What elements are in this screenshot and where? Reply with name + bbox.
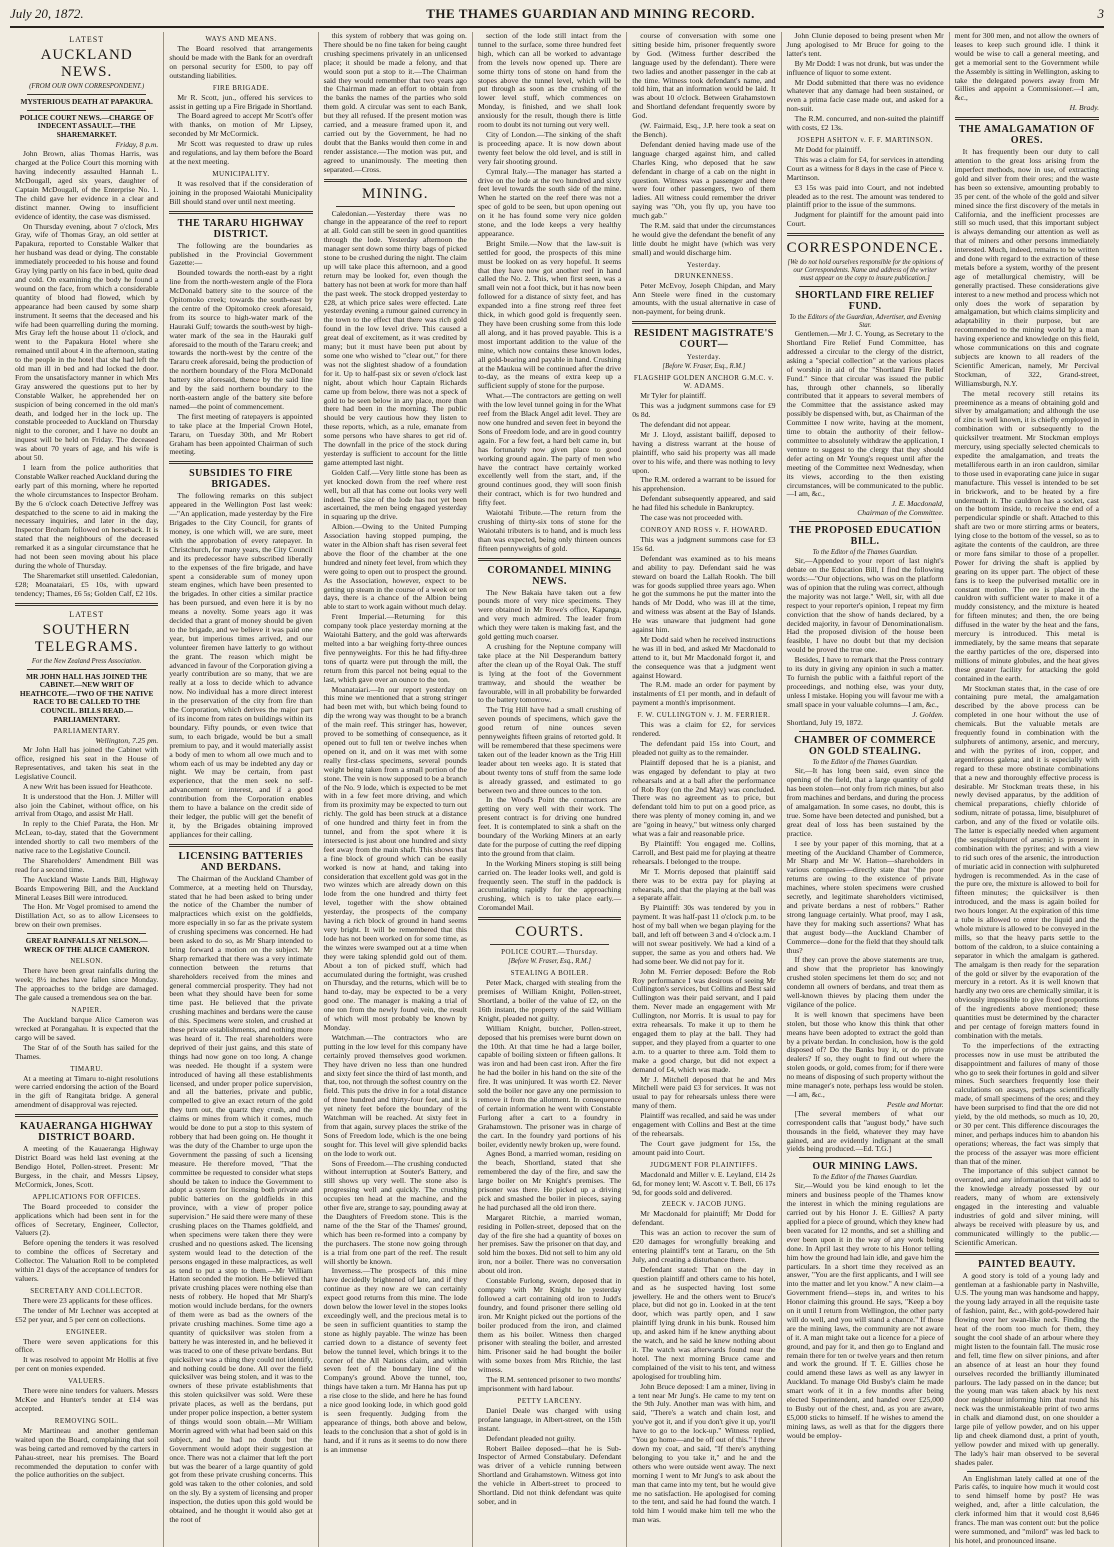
paragraph: Mr Tyler for plaintiff. xyxy=(640,391,707,401)
paragraph: The R.M. made an order for payment by instalments of £1 per month, and in default of payment a month's imprisonment. xyxy=(632,680,776,708)
deck-nelson-rainfall: GREAT RAINFALLS AT NELSON.—WRECK OF THE ALICE CAMERON. xyxy=(23,936,150,954)
deck-mysterious-death: MYSTERIOUS DEATH AT PAPAKURA. xyxy=(20,97,153,106)
letter-address: To the Editors of the Guardian, Advertiser, and Evening Star. xyxy=(789,314,941,330)
paragraph: Mr Dodd said when he received instructions he was ill in bed, and asked Mr Macdonald to attend to it, but Mr Macdonald forgot it, and the consequence was that a judgment went against Howard. xyxy=(632,634,776,680)
paragraph: Mr John Hall has joined the Cabinet with office, resigned his seat in the House of Representatives, and taken his seat in the Legislative Council. xyxy=(15,745,159,781)
divider xyxy=(478,558,621,561)
subhead-police-court: POLICE COURT.—Thursday. xyxy=(501,948,599,957)
paragraph: this system of robbery that was going on. There should be no fine taken for being caught crushing specimens privately in an unlicensed place; it should be made a felony, and that would soon put a stop to it.—The Chairman said they would remember that two years ago the Chairman made an effort to obtain from the banks the names of the parties who sold them gold. A circular was sent to each Bank, but they all refused. If the present motion was carried, and a measure framed upon it, and carried out by the Government, he had no doubt that the Banks would then come in and render assistance.—The motion was put, and agreed to unanimously. The meeting then separated.—Cross. xyxy=(323,31,467,174)
paragraph: ment for 300 men, and not allow the owners of leases to keep such ground idle. I think it would be wise to call a general meeting, and get a memorial sent to the Government while the Assembly is sitting in Wellington, asking to take the delegated powers away from Mr Gillies and appoint a Commissioner.—I am, &c., xyxy=(954,31,1099,103)
paragraph: Mr Dodd submitted that there was no evidence whatever that any damage had been sustained, or even a prima facie case made out, and asked for a non-suit. xyxy=(786,77,944,114)
paragraph: By Plaintiff: 30s was tendered by you in payment. It was half-past 11 o'clock p.m. to be host of my ball when we began playing for the ball, and left off between 3 and 4 o'clock a.m. I will not swear positively. We had a kind of a supper, the same as you and others had. We had some beer. We did not pay for it. xyxy=(632,903,776,966)
paragraph: The Chairman of the Auckland Chamber of Commerce, at a meeting held on Thursday, stated that he had been asked to bring under the notice of the Chamber the number of malpractices which exist on the goldfields, more especially in so far as the private system of crushing specimens was concerned. He had been asked to do so, as Mr Sharp intended to bring forward a motion on the subject. Mr Sharp remarked that there was a very intimate connection between the returns that shareholders received from the mines and general commercial prosperity. They had not been what they should have been for some time past. He believed that the private crushing machines and berdans were the cause of this. Specimens were stolen, and crushed at these private establishments, and nothing more was heard of it. The real shareholders were deprived of their just gains, and this state of things had now gone on too long. A change was needed. He thought if a system were introduced of having all these establishments licensed, and under proper police supervision, and all the batteries, private and public, compelled to give an exact return of the gold they turn out, the quartz they crush, and the claims or mines from which it comes, much would be done to put a stop to this system of robbery that had been going on. He thought it was the duty of the Chamber to urge upon the Government the passing of such a licensing measure. He therefore moved, "That the committee be requested to consider what steps should be taken to induce the Government to adopt a system for licensing both private and public batteries on the goldfields in this province, with a view of proper police supervision." He said there were many of these crushing places on the Thames goldfield, and when specimens were taken there they were crushed and no questions asked. The licensing system would lead to the detection of the persons engaged in these malpractices, as well as tend to put a stop to them.—Mr William Hatton seconded the motion. He believed that private crushing places were nothing else than nests of robbery. He hoped that Mr Sharp's motion would include berdans, for the owners of them were as bad as the owners of the private crushing machines. Some time ago a quantity of quicksilver was stolen from a battery he was interested in, and he believed it was traced to one of these private berdans. But quicksilver was a thing they could not identify, and nothing could be done. All over the field quicksilver was being stolen, and it was to the owners of these private establishments that this stolen quicksilver was sold. Were these private places, as well as the berdans, put under proper police inspection, a better system of things would soon obtain.—Mr William Morrin agreed with what had been said on this subject, and he had no doubt but the Government would adopt their suggestion at once. There was not a claimer that left the port but was the bearer of a large quantity of gold got from these private crushing concerns. This gold was taken to the other colonies, and sold on the sly. By a system of licensing and proper inspection, the duties upon this gold would be obtained, and he thought it would also get at the root of xyxy=(169,873,313,1524)
painted-beauty-heading: PAINTED BEAUTY. xyxy=(978,1258,1076,1270)
tararu-heading: THE TARARU HIGHWAY DISTRICT. xyxy=(177,217,305,240)
paragraph: It is understood that the Hon. J. Miller will also join the Cabinet, without office, on his arrival from Otago, and assist Mr Hall. xyxy=(15,791,159,819)
paragraph: John Brown, alias Thomas Harris, was charged at the Police Court this morning with having indecently assaulted Hannah L. McDougall, aged six years, daughter of Captain McDougall, of the Enterprise No. 1. The child gave her evidence in a clear and distinct manner. Owing to insufficient evidence of identity, the case was dismissed. xyxy=(15,149,159,221)
paragraph: A good story is told of a young lady and gentleman at a fashionable party in Nashville, U.S. The young man was handsome and happy, the young lady arrayed in all the requisite taste of fashion, paint, &c., with gold-powdered hair flowing over her swan-like neck. Finding the heat of the room too much for them, they sought the cool shade of an arbour where they might listen to the fountain fall. The music rose and fell, time flew on silver pinions, and after an absence of at least an hour they found ourselves recorded the brilliantly illuminated parlours. The lady passed on in the dance; but the young man was taken aback by his next door neighbour informing him that round his neck was the unmistakeable print of two arms in chalk and diamond dust, on one shoulder a large pile of yellow powder, and on his upper lip and cheek diamond dust, a print of youth, yellow powder and mixed with up generally. The lady's hair man observed to be several shades paler. xyxy=(954,1270,1099,1467)
kauaeranga-heading: KAUAERANGA HIGHWAY DISTRICT BOARD. xyxy=(19,1121,154,1144)
deck-john-hall: MR JOHN HALL HAS JOINED THE CABINET.—NEW WRIT OF HEATHCOTE.—TWO OF THE NATIVE RACE TO BE CALLED TO THE COUNCIL. BILLS READ.—PARLIAMENTARY. xyxy=(19,671,154,724)
paragraph: The Auckland Waste Lands Bill, Highway Boards Empowering Bill, and the Auckland Mineral Leases Bill were introduced. xyxy=(15,874,159,902)
paragraph: There have been great rainfalls during the week; 8½ inches have fallen since Monday. The approaches to the bridge are damaged. The gale caused a tremendous sea on the bar. xyxy=(15,966,159,1003)
paragraph: Sons of Freedom.—The crushing conducted without interruption at Souter's Battery, and still shows up very well. The stone also is progressing well and quickly. The crushing occupies ten head at the machine, and the other five are, strange to say, pounding away at the Daughters of Freedom stone. This is the name of the the Star of the Thames' ground, which has been re-formed into a company by the purchasers. The stone now going through is a trial from one part of the reef. The result will shortly be known. xyxy=(323,1158,467,1266)
divider xyxy=(15,603,158,606)
paragraph: In the Working Miners stoping is still being carried on. The leader looks well, and gold is frequently seen. The stuff in the paddock is accumulating rapidly for the approaching crushing, which is to take place early.—Coromandel Mail. xyxy=(477,858,622,913)
paragraph: Macdonald and Miller v. E. Leyland, £14 2s 6d, for money lent; W. Ascott v. T. Bell, £6 17s 9d, for goods sold and delivered. xyxy=(632,1169,776,1197)
paragraph: If they can prove the above statements are true, and show that the proprietor has knowingly crushed stolen specimens let them do so; and not condemn all owners of berdans, and treat them as well-known thieves by placing them under the vigilance of the police. xyxy=(786,955,944,1009)
paragraph: Mr Dodd for plaintiff. xyxy=(794,144,862,154)
source-line: (FROM OUR OWN CORRESPONDENT.) xyxy=(29,83,145,90)
divider xyxy=(632,321,775,324)
divider xyxy=(955,117,1099,120)
subhead-petty-larceny: PETTY LARCENY. xyxy=(517,1396,582,1405)
divider xyxy=(169,461,312,464)
case-title: JOSEPH ASHTON v. F. F. MARTINSON. xyxy=(797,135,934,144)
subhead-napier: NAPIER. xyxy=(71,1006,102,1014)
paragraph: The first meeting of ratepayers is appointed to take place at the Imperial Crown Hotel, Tararu, on Tuesday 30th, and Mr Robert Graham has been appointed Chairman of such meeting. xyxy=(169,411,313,457)
paragraph: Before opening the tenders it was resolved to combine the offices of Secretary and Collector. The Valuation Roll to be completed within 21 days of the acceptance of tenders for valuers. xyxy=(15,1238,159,1283)
divider xyxy=(27,94,146,95)
paragraph: [The several members of what our correspondent calls that "august body," have such thousands in the field, whatever they may have gained, and are evidently indignant at the small yields being produced.—Ed. T.G.] xyxy=(786,1108,944,1154)
paragraph: An Englishman lately called at one of the Paris cafés, to inquire how much it would cost to send himself home by post? He was weighed, and, after a little calculation, the clerk informed him that it would cost 8,646 francs. The man was content out: but the police were summoned, and "milord" was led back to his hotel, and pronounced insane. xyxy=(954,1473,1099,1545)
paragraph: Peter Mack, charged with stealing from the premises of William Knight, Pollen-street, Shortland, a boiler of the value of £2, on the 16th instant, the property of the said William Knight, pleaded not guilty. xyxy=(477,978,622,1023)
paragraph: Robert Bailee deposed—that he is Sub-Inspector of Armed Constabulary. Defendant was driver of a vehicle running between Shortland and Grahamstown. Witness got into the vehicle in Albert-street to proceed to Shortland. Did not think defendant was quite sober, and in xyxy=(477,1443,622,1506)
paragraph: Golden Calf.—Very little stone has been as yet knocked down from the reef where rest well, but all that has come out looks very well indeed. The size of the lode has not yet been ascertained, the men being engaged yesterday in squaring up the drive. xyxy=(323,467,467,522)
paragraph: Sir,—Would you be kind enough to let the miners and business people of the Thames know the interest in which the mining regulations are carried out by his Honor J. E. Gillies? A party applied for a piece of ground, which they knew had been vacated for 12 months, and set a shilling and ever been upon it in the way of any work being done. In April last they wrote to his Honor telling him how the ground had lain idle, and gave him the particulars. In a short time they received as an answer, "You are the first applicants, and I will see into the matter and let you know." A new claim—a Government friend—steps in, and writes to his Honor claiming this ground. He says, "Keep a boy on it until I return from Wellington, the other party will do well, and you will stand a chance." If those are the mining laws, the community are not aware of it. A man might take out a licence for a piece of ground, and pay for it, and then go to England and remain there for ten or twelve years and then return and work the ground. If T. E. Gillies chose he could amend these laws as well as any lawyer in Auckland. To manage Old Busby's claim he made smart work of it in a few months after being elected Superintendent, and handed over £25,000 to Busby out of the chest, and, as you are aware, £5,000 sticks to himself. If he wishes to amend the mining laws, as well as that for the diggers there would be employ- xyxy=(786,1181,944,1440)
paragraph: Mr J. Mitchell deposed that he and Mrs Mitchell were paid £3 for services. It was not usual to pay for rehearsals unless there were many of them. xyxy=(632,1074,776,1111)
paragraph: Mr T. Morris deposed that plaintiff said there was to be extra pay for playing at rehearsals, and that the playing at the ball was a separate affair. xyxy=(632,866,776,903)
coromandel-heading: COROMANDEL MINING NEWS. xyxy=(487,564,612,587)
subhead-fire-brigade: FIRE BRIGADE. xyxy=(212,83,270,92)
paragraph: Inverness.—The prospects of this mine have decidedly brightened of late, and if they continue as they now are we can certainly expect good returns from this mine. The lode down below the lower level in the stopes looks exceedingly well, and the precious metal is to be seen in sufficient quantities to stamp the stone as highly payable. The winze has been carried down to a distance of seventy feet below the tunnel level, which brings it to the corner of the All Nations claim, and within seven feet of the boundary line of the Company's ground. Above the tunnel, too, things have taken a turn. Mr Hanna has put up a rise close to the slide, and here he has found a nice good looking lode, in which good gold is seen frequently. Judging from the appearance of things, both above and below, leads to the conclusion that a shot of gold is in hand, and if it runs as it seems to do now there is an immense xyxy=(323,1266,467,1454)
paragraph: I learn from the police authorities that Constable Walker reached Auckland during the early part of this morning, where he reported the whole circumstances to Inspector Broham. By the 6 o'clock coach Detective Jeffrey was despatched to the scene to aid in making the necessary inquiries, and later in the day, Inspector Broham followed on horseback. It is stated that the neighbours of the deceased remarked it as a singular circumstance that he had not been seen moving about his place during the whole of Thursday. xyxy=(15,463,159,570)
paragraph: The New Bakaia have taken out a few pounds more of very nice specimens. They were obtained in Mr Rowe's office, Kapanga, and very much admired. The leader from which they were taken is making fast, and the gold getting much coarser. xyxy=(477,587,622,642)
divider xyxy=(490,944,609,945)
paragraph: It has frequently been our duty to call attention to the great loss arising from the imperfect methods, now in use, of extracting gold and silver from their ores; and the waste has been so extensive, amounting probably to 35 per cent. of the whole of the gold and silver mined since the first discovery of the metals in California, and the inefficient processes are still so much used, that this important subject is always demanding our attention as well as that of miners and other persons immediately interested. Much, indeed, remains to be written and done with regard to the extraction of these metals before a system, worthy of the present age of metallurgical chemistry, will be generally practised. These considerations give interest to a new method and process which not only does the work of separation by amalgamation, but which claims simplicity and adaptability in their purpose, but are recommended to the mining world by a man having experience and knowledge on this field, whose communications on this and cognate subjects are known to all readers of the Scientific American, namely, Mr Percival Stockman, of 322, Grand-street, Williamsburgh, N.Y. xyxy=(954,147,1099,388)
paragraph: Margaret Ritchie, a married woman, residing in Pollen-street, deposed that on the day of the fire she had a quantity of boxes on her premises. Saw the prisoner on that day, and sold him the boxes. Did not sell to him any old iron, nor a boiler. There was no conversation about old iron. xyxy=(477,1212,622,1276)
case-title: CONROY AND ROSS v. F. HOWARD. xyxy=(640,525,768,534)
letter-address: To the Editor of the Thames Guardian. xyxy=(812,759,918,767)
paragraph: Plaintiff was recalled, and said he was under engagement with Collins and Best at the time of the rehearsals. xyxy=(632,1111,776,1138)
paragraph: Sir,—Appended to your report of last night's debate on the Education Bill, I find the following words:—"Our objections, who was on the platform was of opinion that the ruling was correct, although the majority was not large." Well, sir, with all due respect to your reporter's opinion, I repeat my firm conviction that the show of hands declared, by a decided majority, in favour of Denominationalism. Had the proposed division of the house been feasible, I have no doubt but that my decision would be proved the true one. xyxy=(786,556,944,655)
divider xyxy=(169,844,312,847)
signature: J. Golden. xyxy=(912,709,944,719)
subhead-nelson: NELSON. xyxy=(70,957,104,966)
chamber-commerce-heading: CHAMBER OF COMMERCE ON GOLD STEALING. xyxy=(794,735,937,758)
newspaper-title: THE THAMES GUARDIAN AND MINING RECORD. xyxy=(426,6,755,21)
paragraph: Cymral Italy.—The manager has started a drive on the lode at the two hundred and sixty feet level towards the south side of the mine. When he started on the reef there was not a spec of gold to be seen, but upon opening out on it he has found some very nice golden stone, and the lode keeps a very healthy appearance. xyxy=(477,166,622,238)
paragraph: The following remarks on this subject appeared in the Wellington Post last week:—"An application, made yesterday by the Fire Brigades to the City Council, for grants of money, is one which will, we are sure, meet with the approbation of every ratepayer. In Christchurch, for many years, the City Council and its predecessor have subscribed liberally to the expenses of the fire brigade, and have spent a considerable sum of money upon steam engines, which have been presented to the brigades. In other cities a similar practice has been pursued, and even here it is by no means a novelty. Some years ago it was decided that a grant of money should be given to the brigade, and we believe it was paid one year, but imperious times arrived, and our volunteer firemen have latterly to go without the grant. The reason which might be advanced in favour of the Corporation giving a yearly contribution are so many, that we are really at a loss to decide which to advance now. No individual has a more direct interest in the preservation of the city from fire than the Corporation, which derives the major part of its income from rates on buildings within its boundary. Fifty pounds, or even twice that sum, to each brigade, would be but a small premium to pay, and it would materially assist a body of men to whom all owe much and to whom each of us may be indebted any day or night. We may be certain, from past experience, that the men seek no self-advancement or interest, and if a good contribution from the Corporation enables them to have a balance on the credit side of their ledger, the public will get the benefit of it, by the Brigades obtaining improved appliances for their calling. xyxy=(169,491,313,839)
paragraph: This was an action to recover the sum of £20 damages for wrongfully breaking and entering plaintiff's tent at Tararu, on the 5th July, and creating a disturbance there. xyxy=(632,1228,776,1264)
paragraph: The Court gave judgment for 15s, the amount paid into Court. xyxy=(632,1138,776,1157)
editor-note: [We do not hold ourselves responsible for the opinions of our Correspondents. Name and address of the writer must appear on the copy to insure publication.] xyxy=(787,259,943,283)
divider xyxy=(15,1114,158,1117)
divider xyxy=(478,917,621,920)
divider xyxy=(967,1471,1087,1472)
subhead-drunkenness: DRUNKENNESS. xyxy=(674,271,734,280)
paragraph: The Shareholders' Amendment Bill was read for a second time. xyxy=(15,855,159,874)
paragraph: On Thursday evening, about 7 o'clock, Mrs Gray, wife of Thomas Gray, an old settler at Papakura, reported to Constable Walker that her husband was dead or dying. The constable immediately proceeded to his house and found Gray lying partly on his face in bed, quite dead and cold. On examining the body he found a wound on the face, from which a considerable quantity of blood had flowed, which by appearance had been caused by some sharp instrument. It seems that the deceased and his wife had been quarrelling during the morning. Mrs Gray left the house about 11 o'clock, and went to the Papakura Hotel where she remained until about 4 in the afternoon, stating to the people in the hotel that she had left the old man ill in bed and had locked the door. From the unsatisfactory manner in which Mrs Gray answered the questions put to her by Constable Walker, he apprehended her on suspicion of being concerned in the old man's death, and lodged her in the lock up. The constable proceeded to Auckland on Thursday night to the coroner, and I have no doubt an inquest will be held on Friday. The deceased was about 70 years of age, and his wife is about 50. xyxy=(15,221,159,463)
case-title: ZEECK v. JACOB JUNG. xyxy=(661,1200,747,1209)
column-4 xyxy=(473,32,627,1547)
masthead-rule xyxy=(10,26,1104,28)
paragraph: The Sharemarket still unsettled. Caledonian, £28; Moanataiari, £5 10s, with upward tendency; Thames, £6 5s; Golden Calf, £2 10s. xyxy=(15,570,159,598)
paragraph: There were nine tenders for valuers. Messrs McKee and Hunter's tender at £14 was accepted. xyxy=(15,1386,159,1413)
paragraph: Mr Martineau and another gentleman waited upon the Board, complaining that soil was being carted and removed by the carters in Pahau-street, near his premises. The Board recommended the deputation to confer with the police authorities on the subject. xyxy=(15,1425,159,1480)
paragraph: Mr J. Lloyd, assistant bailiff, deposed to having a distress warrant at the house of plaintiff, who said his property was all made over to his wife, and there was nothing to levy upon. xyxy=(632,429,776,475)
paragraph: It is well known that specimens have been stolen, but those who know this think that other means have been adopted to extract the gold than by a private berdan. In conclusion, how is the gold disposed of? Do the Banks buy it, or do private dealers? If so, they ought to find out where the stolen goods, or gold, comes from; for if there were no means of disposing of such property without the mine manager's note, perhaps less would be stolen.—I am, &c., xyxy=(786,1009,944,1099)
paragraph: The R.M. said that under the circumstances he would give the defendant the benefit of any little doubt he might have (which was very small) and would discharge him. xyxy=(632,221,776,257)
paragraph: At a meeting at Timaru to-night resolutions were carried endorsing the action of the Board in the gift of Rangitata bridge. A general amendment of disapproval was rejected. xyxy=(15,1073,159,1110)
issue-date: July 20, 1872. xyxy=(10,6,84,21)
paragraph: Defendant denied having made use of the language charged against him, and called Charles King, who deposed that he saw defendant in charge of a cab on the night in question. Witness was a passenger and there were four other passengers, two of them ladies. All witness could remember the driver saying was "Oh, you fly up, you have too much gab." xyxy=(632,139,776,221)
divider xyxy=(27,669,146,670)
paragraph: Defendant stated: That on the day in question plaintiff and others came to his hotel, and as he suspected having lost some jewellery. He and the others went to Bruce's place, but did not go in. Looked in at the tent door, which was partly open, and I saw plaintiff lying drunk in his bunk. Roused him up, and asked him if he knew anything about the watch, and he said he knew nothing about it. The watch was afterwards found near the hotel. The next morning Bruce came and complained of the visit to his tent, and witness apologised for troubling him. xyxy=(632,1264,776,1381)
paragraph: A crushing for the Neptune company will take place at the Nil Desperandum battery after the clean up of the Royal Oak. The stuff is lying at the foot of the Government tramway, and should the weather be favourable, will in all probability be forwarded to the battery tomorrow. xyxy=(477,642,622,705)
paragraph: There were seven applications for this office. xyxy=(15,1336,159,1355)
paragraph: section of the lode still intact from the tunnel to the surface, some three hundred feet high, which can all be worked to advantage from the levels now opened up. There are some thirty tons of stone on hand from the stopes above the tunnel level, which will be put through as soon as the crushing of the lower level stuff, which commences on Monday, is finished, and we shall look anxiously for the result, though there is little room to doubt its not turning out very well. xyxy=(477,31,622,130)
page-number: 3 xyxy=(1097,6,1104,21)
paragraph: What.—The contractors are getting on well with the low level tunnel going in for the What reef from the Black Angel adit level. They are now one hundred and seven feet in beyond the Sons of Freedom lode, and are in good country again. For a few feet, a hard belt came in, but has fortunately now given place to good working ground again. The party of men who have the contract have certainly worked excellently well from the start, and, if the ground continues good, they will soon finish their contract, which is for two hundred and fifty feet. xyxy=(477,391,622,508)
fire-relief-heading: SHORTLAND FIRE RELIEF FUND. xyxy=(795,290,935,313)
paragraph: The tender of Mr Lechner was accepted at £52 per year, and 5 per cent on collections. xyxy=(15,1305,159,1324)
divider xyxy=(27,933,146,934)
paragraph: Plaintiff deposed that he is a pianist, and was engaged by defendant to play at two rehearsals and at a ball after the performance of Rob Roy (on the 2nd May) was concluded. There was no agreement as to price, but defendant told him to put on a good price, as there was plenty of money coming in, and we are "going in heavy," but witness only charged what was a fair and reasonable price. xyxy=(632,757,776,839)
paragraph: The R.M. ordered a warrant to be issued for his apprehension. xyxy=(632,475,776,494)
divider xyxy=(799,521,932,522)
divider xyxy=(324,179,467,182)
paragraph: Sir,—It has long been said, even since the opening of the field, that a large quantity of gold has been stolen—not only from rich mines, but also from machines and berdans, and during the process of amalgamation. In some cases, no doubt, this is true. Some have been detected and punished, but a great deal of loss has been sustained by the practice. xyxy=(786,766,944,838)
paragraph: This was a judgment summons case for £9 0s 8d. xyxy=(632,401,776,420)
case-title: FLAGSHIP GOLDEN ANCHOR G.M.C. v. W. ADAMS. xyxy=(633,374,774,391)
paragraph: Bright Smile.—Now that the law-suit is settled for good, the prospects of this mine must be looked on as very hopeful. It seems that they have now got another reef in hand called the No. 2. This, when first seen, was a small vein not a foot thick, but it has now been followed for a distance of sixty feet, and has expanded into a fine strong reef three feet thick, in which good gold is frequently seen. They have been crushing some from this lode all along, and it has proved payable. This is a most important addition to the value of the mine, which now contains these known lodes, all gold-bearing and payable in hand. Crushing at the Maukua will be continued after the drive to-day, as the means of extra keep up a sufficient supply of stone for the purpose. xyxy=(477,238,622,391)
paragraph: Frent Imperial.—Returning for this company took place yesterday morning at the Waiotahi Battery, and the gold was afterwards melted into a bar weighing forty-three ounces five pennyweights. For this he had fifty-three tons of quartz were put through the mill, the return from this parcel not being equal to the last, which gave over an ounce to the ton. xyxy=(323,612,467,684)
paragraph: In reply to the Chief Parata, the Hon. Mr McLean, to-day, stated that the Government intended shortly to call two members of the native race to the Legislative Council. xyxy=(15,819,159,856)
paragraph: The metal recovery still retains its preeminence as a means of obtaining gold and silver by amalgamation; and although the use of zinc is well known, it is chiefly employed in combination with or subsequently to the quicksilver treatment. Mr Stockman employs mercury, using specially selected chemicals to expedite the amalgamation, and treats the metalliferous earth in an iron cauldron, similar to those used in evaporating cane juice in sugar manufacture. This vessel is intended to be set in brickwork, and to be heated by a fire underneath it. The cauldron has a socket, cast on the bottom inside, to receive the end of a perpendicular spindle or shaft. Attached to this shaft are two or more stirring arms or beaters, lying close to the bottom of the vessel, so as to agitate the contents of the cauldron, are three or more fans similar to those of a propeller. Power for driving the shaft is applied by gearing on its upper part. The object of these fans is to keep the pulverised metallic ore in constant motion. The ore is placed in the cauldron with sufficient water to make it of a muddy consistency, and the mixture is heated for fifteen minutes; and then, the ore being diffused in the water by the heat and the fans, mercury is introduced. This metal is immediately, by the same means that separate the earthy particles of the ore, dispersed into millions of minute globules, and the heat gives these greater facility for attacking the gold contained in the earth. xyxy=(954,388,1099,683)
case-title: F. W. CULLINGTON v. J. M. FERRIER. xyxy=(637,711,771,720)
column-5 xyxy=(627,32,781,1547)
paragraph: The Star of of the South has sailed for the Thames. xyxy=(15,1042,159,1061)
paragraph: Moanataiari.—In our report yesterday on this mine we mentioned that a strong stringer had been met with, but which being found to dip the wrong way was thought to be a branch of the main reef. This stringer has, however, proved to be something of consequence, as it opened out to full ten or twelve inches when opened on it, and on it was met with some really first-class specimens, several pounds weight being taken from a small portion of the stone. The vein is now supposed to be a branch of the No. 9 lode, which is expected to be met with in a few feet more driving, and which from its proximity may be expected to turn out richly. The gold has been struck at a distance of one hundred and thirty feet in from the tunnel, and from the spot where it is intersected is just about one hundred and sixty feet away from the main shaft. This shows that a fine block of ground which can be easily worked is now at hand, and taking into consideration that excellent gold was got in the two winzes which are already down on this lode from the one hundred and thirty feet level, together with the show obtained yesterday, the prospects of the company having a rich block of ground in hand seems very bright. It will be remembered that this lode has not been worked on for some time, as the winzes were swamped out at a time when they were taking splendid gold out of them. About a ton of picked stuff, which had accumulated during the fortnight, was crushed on Thursday, and the returns, which will be to hand to-day, may be expected to be a very good one. The manager is making a trial of one ton from the newly found vein, the result of which will most probably be known by Monday. xyxy=(323,684,467,1032)
paragraph: The following are the boundaries as published in the Provincial Government Gazette:— xyxy=(169,240,313,268)
rm-court-heading: RESIDENT MAGISTRATE'S COURT— xyxy=(633,328,774,351)
paragraph: The defendant did not appear. xyxy=(640,420,731,429)
subhead-removing-soil: REMOVING SOIL. xyxy=(54,1416,119,1425)
paragraph: Caledonian.—Yesterday there was no change in the appearance of the reef to report at all. Gold can still be seen in good quantities through the lode. Yesterday afternoon the manager sent down some thirty bags of picked stone to be crushed during the night. The claim up will take place this afternoon, and a good return may be looked for, even though the battery has not been at work for more than half the past week. The stock dropped yesterday to £28, at which price sales were effected. Late yesterday evening a rumour gained currency in the town to the effect that there was rich gold found in the low level drive. This caused a great deal of excitement, as it was credited by many; but it must have been put about by some one who wished to "clear out," for there was not the slightest shadow of a foundation for it. Up to half-past six or seven o'clock last night, about which hour Captain Richards came up from below, there was not a speck of gold to be seen below in any place, more than there had been in the morning. The public should be very cautious how they listen to these reports, which, as a rule, emanate from some persons who have shares to get rid of. The downfall in the price of the stock during yesterday is sufficient to account for the little game attempted last night. xyxy=(323,208,467,467)
subhead-yesterday: Yesterday. xyxy=(686,260,721,269)
letter-address: To the Editor of the Thames Guardian. xyxy=(812,1174,918,1182)
amalgamation-heading: THE AMALGAMATION OF ORES. xyxy=(958,124,1095,147)
paragraph: John M. Ferrier deposed: Before the Rob Roy performance I was desirous of seeing Mr Cullington's services, but Collins and Best said Cullington was their paid servant, and I paid them. Never made an engagement with Mr Cullington, nor Morris. It is usual to pay for extra rehearsals. To make it up to them he engaged them to play at the ball. They had supper, and they played from a quarter to one a.m. to a quarter to three a.m. Told them to make a good charge, but did not expect a demand of £4, which was made. xyxy=(632,966,776,1074)
paragraph: By Plaintiff: You engaged me. Collins, Carroll, and Best paid me for playing at theatre rehearsals. I belonged to the troupe. xyxy=(632,838,776,866)
signature: Pestle and Mortar. xyxy=(886,1099,944,1109)
signature: J. E. Macdonald, xyxy=(891,499,944,509)
latest-kicker-2: LATEST xyxy=(69,609,105,619)
paragraph: There were 23 applicants for these offices. xyxy=(23,1295,153,1305)
subhead-valuers: VALUERS. xyxy=(68,1377,106,1386)
paragraph: This was a judgment summons case for £3 15s 6d. xyxy=(632,534,776,553)
letter-address: To the Editor of the Thames Guardian. xyxy=(812,549,918,557)
divider xyxy=(955,1252,1099,1255)
paragraph: Daniel Deale was charged with using profane language, in Albert-street, on the 15th instant. xyxy=(477,1405,622,1433)
mining-laws-heading: OUR MINING LAWS. xyxy=(812,1161,918,1173)
auckland-news-heading: AUCKLAND NEWS. xyxy=(40,47,133,80)
paragraph: City of London.—The sinking of the shaft is proceeding apace. It is now down about twenty feet below the old level, and is still in very fair shooting ground. xyxy=(477,129,622,166)
divider xyxy=(336,206,455,207)
paragraph: Defendant was examined as to his means and ability to pay. Defendant said he was steward on board the Lallah Rookh. The bill was for goods supplied three years ago. When he got the summons he put the matter into the hands of Mr Dodd, who was ill at the time, and witness was absent at the Bay of Islands. He was unaware that judgment had gone against him. xyxy=(632,553,776,635)
paragraph: A new Writ has been issued for Heathcote. xyxy=(23,781,153,791)
southern-telegrams-heading: SOUTHERN TELEGRAMS. xyxy=(34,621,139,655)
paragraph: Mr Stockman states that, in the case of ore containing pure metal, the amalgamation described by the above process can be completed in one hour without the use of chemicals. But the valuable metals are frequently found in combination with the sulphurets of antimony, arsenic, and mercury, and with the pyrites of iron, copper, and argentiferous galena; and it is especially with regard to these more obstinate combinations that a new and thoroughly effective process is desirable. Mr Stockman treats these, in his newly devised apparatus, by the addition of chemical preparations, chiefly chloride of sodium, nitrate of potassa, lime, bisulphuret of carbon, and any of the fixed or volatile oils. The latter is especially needed when argument (the sesquisulphuret of arsenic) is present in combination with the pyrites; and with a view to rid such ores of the arsenic, the introduction of muriatic acid in connection with sulphureted hydrogen is recommended. As in the case of the pure ore, the mixture is allowed to boil for fifteen minutes; the quicksilver is then introduced, and the mass is again boiled for two hours longer. At the expiration of this time a tube is allowed to enter the liquid and the whole mixture is allowed to be conveyed in the mills, so that the heavy parts settle to the bottom of the caldron, to a sluice containing a separator in which the amalgam is gathered. The amalgam is then ready for the separation of the gold or silver by the evaporation of the mercury in a retort. As it is well known that hardly any two ores are chemically similar, it is obviously impossible to give fixed proportions of the ingredients above mentioned; these quantities must be determined by the character and per centage of foreign matters found in combination with the metals. xyxy=(954,683,1099,1040)
paragraph: Peter McEvoy, Joseph Chipdan, and Mary Ann Steele were fined in the customary amounts, with the usual alternative in case of non-payment, for being drunk. xyxy=(632,280,776,317)
subhead-parliamentary: PARLIAMENTARY. xyxy=(53,727,120,736)
mining-heading: MINING. xyxy=(361,185,429,202)
correspondence-heading: CORRESPONDENCE. xyxy=(786,240,944,257)
subhead-applications: APPLICATIONS FOR OFFICES. xyxy=(32,1192,141,1201)
paragraph: Agnes Bond, a married woman, residing on the beach, Shortland, stated that she remembered the day of the fire, and saw the large boiler on Mr Knight's premises. The prisoner was there. He picked up a driving pick and smashed the boiler in pieces, saying he had purchased all the old iron there. xyxy=(477,1149,622,1212)
subhead-stealing-boiler: STEALING A BOILER. xyxy=(510,969,589,978)
paragraph: Mr Macdonald for plaintiff; Mr Dodd for defendant. xyxy=(632,1209,776,1228)
paragraph: The Hon. Mr Vogel promised to amend the Distillation Act, so as to allow Licensees to brew on their own premises. xyxy=(15,902,159,930)
deck-police-court: POLICE COURT NEWS.—CHARGE OF INDECENT ASSAULT.—THE SHAREMARKET. xyxy=(19,112,154,139)
divider xyxy=(799,731,932,732)
divider xyxy=(787,233,944,236)
rm-court-day: Yesterday. xyxy=(686,353,721,362)
paragraph: I see by your paper of this morning, that at a meeting of the Auckland Chamber of Commerce, Mr Sharp and Mr W. Hatton—shareholders in various companies—directly state that "the poor returns are owing to the existence of private machines, where stolen specimens were crushed secretly, and legitimate shareholders victimised, and private berdans a nest of robbers." Rather strong language certainly. What proof, may I ask, have they for making such assertions? What has that august body—the Auckland Chamber of Commerce—done for the field that they should talk thus? xyxy=(786,838,944,955)
paragraph: John Bruce deposed: I am a miner, living in a tent near Mr Jung's. He came to my tent on the 9th July. Another man was with him, and said, "There's a watch and chain lost, and you've got it, and if you don't give it up, you'll have to go to the lock-up." Witness replied, "You go home—and be off out of this." I threw down my coat, and said, "If there's anything belonging to you take it," and he and the others who were outside went away. The next morning I went to Mr Jung's to ask about the man that came into my tent, but he would give me no satisfaction. He apologised for coming to the tent, and said he had found the watch. I told him I would make him tell me who the man was. xyxy=(632,1381,776,1525)
paragraph: It was resolved to appoint Mr Hollis at five per cent on monies expended. xyxy=(15,1355,159,1374)
paragraph: Besides, I have to remark that the Press contrary to its duty in giving any opinion in such a matter. To furnish the public with a faithful report of the proceedings, and nothing else, was your duty, unless I mistake. Hoping you will favour me with a small space in your valuable columns—I am, &c., xyxy=(786,655,944,709)
paragraph: Watchman.—The contractors who are putting in the low level for this company have certainly proved themselves good workmen. They have driven no less than one hundred and sixty feet since the third of last month, and that, too, not through the softest country on the field. This puts the drive in for a total distance of three hundred and thirty-four feet, and it is yet ninety feet before the boundary of the Watchman will be reached. At sixty feet in from that again, survey places the strike of the Sons of Freedom lode, which is the one being sought for. This level will give splendid backs on the lode to work out. xyxy=(323,1032,467,1158)
magistrate-line: [Before W. Fraser, Esq., R.M.] xyxy=(662,363,746,371)
paragraph: Defendant subsequently appeared, and said he had filed his schedule in Bankruptcy. xyxy=(632,494,776,513)
paragraph: (W. Fairmaid, Esq., J.P. here took a seat on the Bench). xyxy=(632,121,776,139)
paragraph: Defendant pleaded not guilty. xyxy=(485,1433,576,1443)
column-3 xyxy=(319,32,473,1547)
paragraph: This was a claim for £2, for services rendered. xyxy=(632,720,776,739)
paragraph: The Board agreed to accept Mr Scott's offer with thanks, on motion of Mr Lipsey, seconded by Mr McCormick. xyxy=(169,111,313,139)
paragraph: The importance of this subject cannot be overrated, and any information that will add to the knowledge already possessed by our readers, many of whom are extensively engaged in the interesting and valuable industries of gold and silver mining, will always be received with pleasure by us, and communicated willingly to the public.—Scientific American. xyxy=(954,1166,1099,1247)
paragraph: Judgment for plaintiff for the amount paid into Court. xyxy=(786,210,944,229)
divider xyxy=(799,286,932,287)
signature: H. Brady. xyxy=(1069,103,1099,113)
magistrate-line: [Before W. Fraser, Esq., R.M.] xyxy=(508,958,592,966)
paragraph: In the Wood's Point the contractors are getting on very well with their work. The present contract is for driving one hundred feet. It is contemplated to sink a shaft on the boundary of the Working Miners at an early date for the purpose of cutting the reef dipping into the ground from that claim. xyxy=(477,795,622,858)
paragraph: The Board proceeded to consider the applications which had been sent in for the offices of Secretary, Engineer, Collector, Valuers (2). xyxy=(15,1201,159,1238)
licensing-heading: LICENSING BATTERIES AND BERDANS. xyxy=(178,850,304,873)
masthead xyxy=(10,6,1104,24)
paragraph: John Clunie deposed to being present when Mr Jung apologised to Mr Bruce for going to the latter's tent. xyxy=(786,31,944,58)
subhead-ways-means: WAYS AND MEANS. xyxy=(205,35,277,43)
paragraph: Constable Furlong, sworn, deposed that in company with Mr Knight he yesterday followed a cart containing old iron to Judd's foundry, and found prisoner there selling old iron. Mr Knight picked out the portions of the boiler produced from the iron, and claimed them as his boiler. Witness then charged prisoner with stealing the boiler, and arrested him. Prisoner said he had bought the boiler with some boxes from Mrs Ritchie, the last witness. xyxy=(477,1276,622,1375)
source-line-2: For the New Zealand Press Association. xyxy=(31,657,142,665)
paragraph: The Trig Hill have had a small crushing of seven pounds of specimens, which gave the good return of nine ounces seven pennyweights fifteen grains of retorted gold. It will be remembered that these specimens were taken out of the leader known as the Trig Hill leader about ten weeks ago. It is stated that about twenty tons of stuff from the same lode is already grassed, and estimated to go between two and three ounces to the ton. xyxy=(477,705,622,795)
paragraph: The Board resolved that arrangements should be made with the Bank for an overdraft on personal security for £500, to pay off outstanding liabilities. xyxy=(169,44,313,80)
column-6 xyxy=(782,32,950,1547)
signature-title: Chairman of the Committee. xyxy=(857,508,944,518)
column-1 xyxy=(10,32,164,1547)
divider xyxy=(169,211,312,214)
paragraph: Albion.—Owing to the United Pumping Association having stopped pumping, the water in the Albion shaft has risen several feet above the floor of the chamber at the one hundred and ninety feet level, from which they were going to open out to prospect the ground. As the Association, however, expect to be getting up steam in the course of a week or ten days, there is a chance of the Albion being able to start to work again without much delay. xyxy=(323,522,467,612)
paragraph: To the imperfections of the extracting processes now in use must be attributed the disappointment and failures of many of those who go to seek their fortunes in gold and silver mines. Such searchers frequently lose their calculations on assays, perhaps scientifically made, of small specimens of the ores; and they have been surprised to find that the ore did not yield, by the old methods, so much as 10, 20, or 30 per cent. This difference discourages the miner, and perhaps induces him to abandon his operations; whereas, the fact was simply that the process of the assayer was more efficient than that of the miner. xyxy=(954,1040,1099,1166)
courts-heading: COURTS. xyxy=(515,924,585,941)
paragraph: The R.M. sentenced prisoner to two months' imprisonment with hard labour. xyxy=(477,1375,622,1393)
paragraph: The Auckland barque Alice Cameron was wrecked at Porangahau. It is expected that the cargo will be saved. xyxy=(15,1015,159,1042)
paragraph: William Knight, butcher, Pollen-street, deposed that his premises were burnt down on the 10th. At that time he had a large boiler, capable of boiling sixteen or fifteen gallons. It was iron and had been cast iron. After the fire he had the boiler in his hand on the site of the fire. It was uninjured. It was worth £2. Never sold the boiler nor gave any one permission to remove it from the allotment. In consequence of certain information he went with Constable Furlong after a cart to a foundry in Grahamstown. The prisoner was in charge of the cart. In the foundry yard portions of his boiler, evidently newly broken up, were found. xyxy=(477,1023,622,1149)
subhead-secretary: SECRETARY AND COLLECTOR. xyxy=(30,1286,144,1295)
paragraph: course of conversation with some one sitting beside him, prisoner frequently swore by God. (Witness further described the language used by the defendant). There were two ladies and another passenger in the cab at the time. Witness took defendant's name, and told him, that an information would be laid. It was about 10 o'clock. Between Grahamstown and Shortland defendant frequently swore by God. xyxy=(632,31,776,121)
paragraph: This was a claim for £4, for services in attending Court as a witness for 8 days in the case of Piece v. Martinson. xyxy=(786,154,944,182)
education-bill-heading: THE PROPOSED EDUCATION BILL. xyxy=(789,525,942,548)
paragraph: Gentlemen.—Mr J. C. Young, as Secretary to the Shortland Fire Relief Fund Committee, has addressed a circular to the clergy of the district, asking a "special collection" at the various places of worship in aid of the "Shortland Fire Relief Fund." Since that circular was issued the public has, through other channels, so liberally contributed that it appears to several members of the Committee that the assistance asked may possibly be dispensed with, but, as Chairman of the Committee I now write, having at the moment, time to obtain the authority of their fellow-committee to absolutely withdraw the application, I venture to suggest to the clergy that they should defer acting on Mr Young's request until after the meeting of the Committee next Wednesday, when its views, according to the then existing circumstances, will be communicated to the public.—I am, &c., xyxy=(786,329,944,499)
subhead-engineer: ENGINEER. xyxy=(66,1327,108,1336)
subhead-judgment: JUDGMENT FOR PLAINTIFFS. xyxy=(650,1160,758,1169)
subhead-municipality: MUNICIPALITY. xyxy=(212,169,270,178)
paragraph: A meeting of the Kauaeranga Highway District Board was held last evening at the Bendigo Hotel, Pollen-street. Present: Mr Burgess, in the chair, and Messrs Lipsey, McCormick, Jones, Scott. xyxy=(15,1144,159,1189)
paragraph: Mr R. Scott, jun., offered his services to assist in getting up a Fire Brigade in Shortland. xyxy=(169,92,313,111)
paragraph: Waiotahi Tribute.—The return from the crushing of thirty-six tons of stone for the Waiotahi tributers is to hand, and is much less than was expected, being only thirteen ounces fifteen pennyweights of gold. xyxy=(477,508,622,553)
divider xyxy=(27,110,146,111)
dateline: Wellington, 7.25 pm. xyxy=(95,736,159,746)
paragraph: By Mr Dodd: I was not drunk, but was under the influence of liquor to some extent. xyxy=(786,58,944,77)
paragraph: £3 15s was paid into Court, and not indebted pleaded as to the rest. The amount was tendered to plaintiff prior to the issue of the summons. xyxy=(786,182,944,210)
paragraph: The case was not proceeded with. xyxy=(640,513,743,523)
dateline: Friday, 8 p.m. xyxy=(115,140,159,150)
paragraph: The R.M. concurred, and non-suited the plaintiff with costs, £2 13s. xyxy=(786,114,944,133)
subsidies-heading: SUBSIDIES TO FIRE BRIGADES. xyxy=(189,468,293,491)
paragraph: Mr Scott was requested to draw up rules and regulations, and lay them before the Board at the next meeting. xyxy=(169,139,313,166)
letter-date: Shortland, July 19, 1872. xyxy=(786,718,863,728)
divider xyxy=(799,1157,932,1158)
paragraph: It was resolved that if the consideration of joining in the proposed Waiotahi Municipality Bill should stand over until next meeting. xyxy=(169,178,313,206)
paragraph: Bounded towards the north-east by a right line from the north-western angle of the Flora McDonald battery site to the source of the Opitomoko creek; towards the south-east by the centre of the Opitomoko creek aforesaid, from its source to high-water mark of the Hauraki Gulf; towards the south-west by high-water mark of the sea in the Hauraki gulf aforesaid to the mouth of the Tararu creek; and towards the north-west by the centre of the Tararu creek aforesaid, being the production of the northern boundary of the Flora McDonald battery site aforesaid, thence by the said line and by the said northern boundary to the north-eastern angle of the battery site before named—the point of commencement. xyxy=(169,268,313,411)
subhead-timaru: TIMARU. xyxy=(70,1064,104,1073)
column-2 xyxy=(164,32,318,1547)
column-7 xyxy=(950,32,1104,1547)
paragraph: The defendant paid 15s into Court, and pleaded not guilty as to the remainder. xyxy=(632,739,776,757)
newspaper-page xyxy=(10,31,1104,1545)
latest-kicker: LATEST xyxy=(69,35,105,44)
